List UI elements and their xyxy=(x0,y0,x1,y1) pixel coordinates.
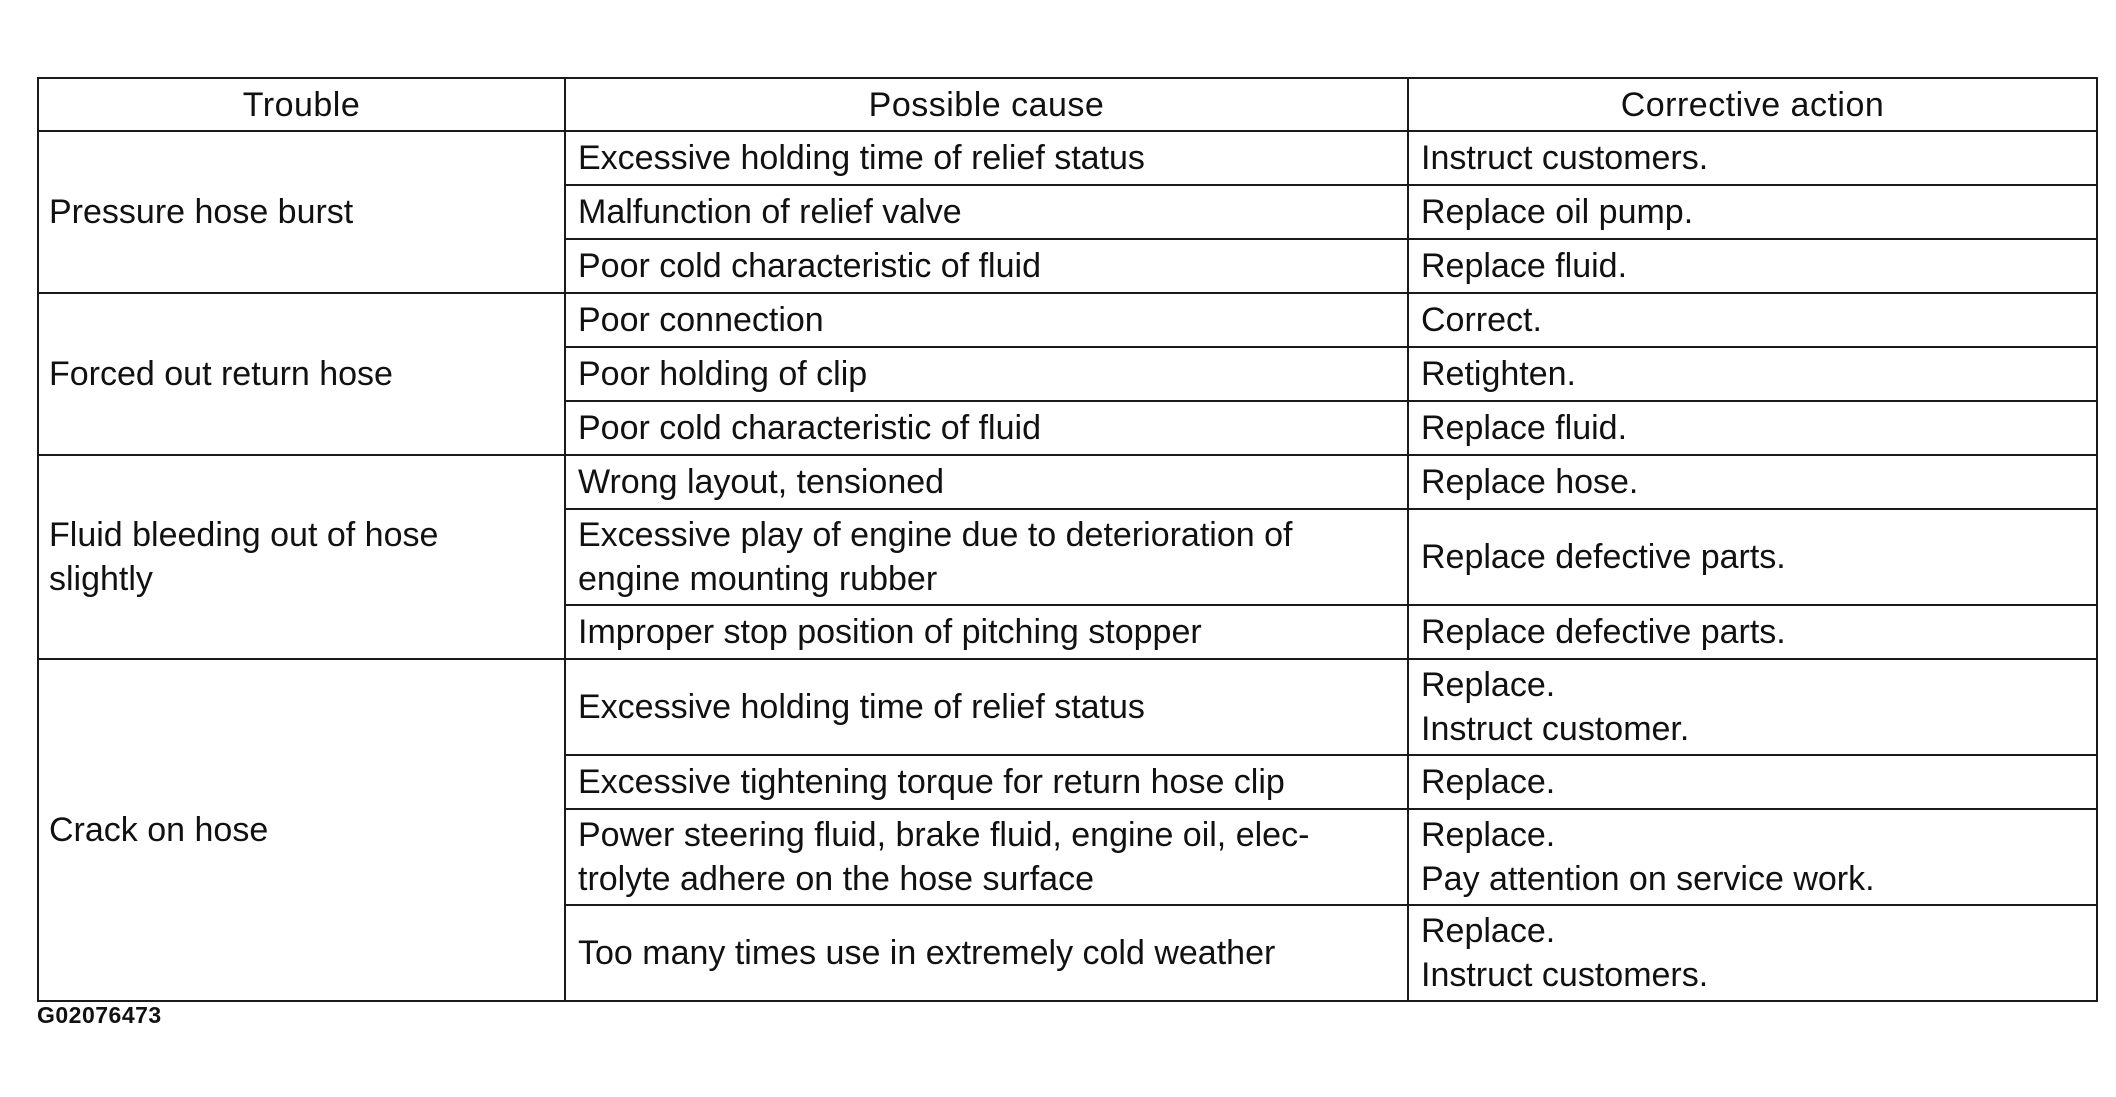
troubleshooting-table xyxy=(37,77,2098,1002)
action-cell: Replace. Instruct customers. xyxy=(1408,905,2097,1001)
cause-cell: Power steering fluid, brake fluid, engine oil, elec- trolyte adhere on the hose surface xyxy=(565,809,1408,905)
header-corrective-action: Corrective action xyxy=(1408,78,2097,131)
figure-id-label: G02076473 xyxy=(37,1002,162,1028)
table-row xyxy=(38,659,2097,755)
cause-cell: Poor cold characteristic of fluid xyxy=(565,401,1408,455)
trouble-cell: Forced out return hose xyxy=(38,293,565,455)
header-trouble: Trouble xyxy=(38,78,565,131)
action-cell: Replace oil pump. xyxy=(1408,185,2097,239)
action-cell: Correct. xyxy=(1408,293,2097,347)
cause-cell: Excessive holding time of relief status xyxy=(565,659,1408,755)
action-cell: Replace. xyxy=(1408,755,2097,809)
action-cell: Retighten. xyxy=(1408,347,2097,401)
action-cell: Replace defective parts. xyxy=(1408,605,2097,659)
cause-cell: Excessive holding time of relief status xyxy=(565,131,1408,185)
cause-cell: Excessive play of engine due to deterioration of engine mounting rubber xyxy=(565,509,1408,605)
cause-cell: Poor cold characteristic of fluid xyxy=(565,239,1408,293)
table-row xyxy=(38,131,2097,185)
trouble-cell: Crack on hose xyxy=(38,659,565,1001)
cause-cell: Wrong layout, tensioned xyxy=(565,455,1408,509)
action-cell: Replace. Instruct customer. xyxy=(1408,659,2097,755)
cause-cell: Poor holding of clip xyxy=(565,347,1408,401)
action-cell: Replace fluid. xyxy=(1408,401,2097,455)
header-possible-cause: Possible cause xyxy=(565,78,1408,131)
trouble-cell: Fluid bleeding out of hose slightly xyxy=(38,455,565,659)
cause-cell: Improper stop position of pitching stopper xyxy=(565,605,1408,659)
cause-cell: Poor connection xyxy=(565,293,1408,347)
action-cell: Replace fluid. xyxy=(1408,239,2097,293)
action-cell: Replace defective parts. xyxy=(1408,509,2097,605)
action-cell: Replace. Pay attention on service work. xyxy=(1408,809,2097,905)
table-row xyxy=(38,455,2097,509)
cause-cell: Malfunction of relief valve xyxy=(565,185,1408,239)
troubleshooting-table-container xyxy=(37,77,2096,1002)
trouble-cell: Pressure hose burst xyxy=(38,131,565,293)
cause-cell: Excessive tightening torque for return hose clip xyxy=(565,755,1408,809)
cause-cell: Too many times use in extremely cold weather xyxy=(565,905,1408,1001)
action-cell: Replace hose. xyxy=(1408,455,2097,509)
action-cell: Instruct customers. xyxy=(1408,131,2097,185)
table-row xyxy=(38,293,2097,347)
header-row xyxy=(38,78,2097,131)
